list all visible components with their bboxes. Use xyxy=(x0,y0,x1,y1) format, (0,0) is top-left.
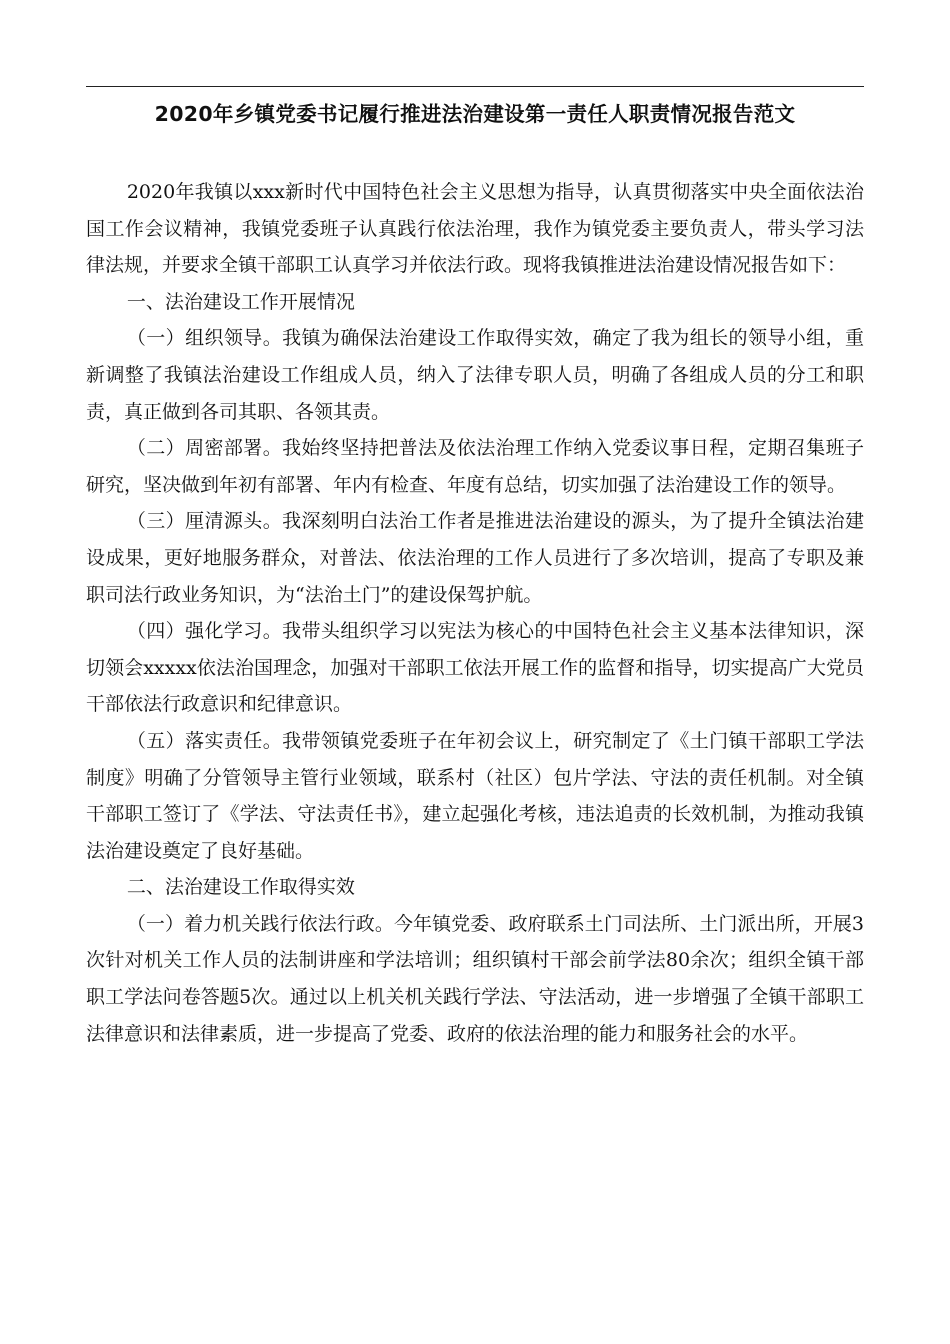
paragraph-intro: 2020年我镇以xxx新时代中国特色社会主义思想为指导，认真贯彻落实中央全面依法治国工作会议精神，我镇党委班子认真践行依法治理，我作为镇党委主要负责人，带头学习法律法规，并要求全镇干部职工认真学习并依法行政。现将我镇推进法治建设情况报告如下： xyxy=(86,181,864,277)
header-rule xyxy=(86,86,864,87)
document-title: 2020年乡镇党委书记履行推进法治建设第一责任人职责情况报告范文 xyxy=(154,102,796,126)
section-heading-2: 二、法治建设工作取得实效 xyxy=(126,876,355,899)
paragraph-responsibility: （五）落实责任。我带领镇党委班子在年初会议上，研究制定了《土门镇干部职工学法制度》明确了分管领导主管行业领域，联系村（社区）包片学法、守法的责任机制。对全镇干部职工签订了《学法、守法责任书》，建立起强化考核，违法追责的长效机制，为推动我镇法治建设奠定了良好基础。 xyxy=(86,729,864,862)
paragraph-deployment: （二）周密部署。我始终坚持把普法及依法治理工作纳入党委议事日程，定期召集班子研究，坚决做到年初有部署、年内有检查、年度有总结，切实加强了法治建设工作的领导。 xyxy=(86,437,864,496)
paragraph-practice: （一）着力机关践行依法行政。今年镇党委、政府联系土门司法所、土门派出所，开展3次针对机关工作人员的法制讲座和学法培训；组织镇村干部会前学法80余次；组织全镇干部职工学法问卷答题5次。通过以上机关机关践行学法、守法活动，进一步增强了全镇干部职工法律意识和法律素质，进一步提高了党委、政府的依法治理的能力和服务社会的水平。 xyxy=(86,912,864,1045)
section-heading-1: 一、法治建设工作开展情况 xyxy=(126,290,355,313)
paragraph-source: （三）厘清源头。我深刻明白法治工作者是推进法治建设的源头，为了提升全镇法治建设成果，更好地服务群众，对普法、依法治理的工作人员进行了多次培训，提高了专职及兼职司法行政业务知识，为“法治土门”的建设保驾护航。 xyxy=(86,510,864,606)
document-body xyxy=(86,174,864,1052)
paragraph-organization: （一）组织领导。我镇为确保法治建设工作取得实效，确定了我为组长的领导小组，重新调整了我镇法治建设工作组成人员，纳入了法律专职人员，明确了各组成人员的分工和职责，真正做到各司其职、各领其责。 xyxy=(86,327,864,423)
paragraph-study: （四）强化学习。我带头组织学习以宪法为核心的中国特色社会主义基本法律知识，深切领会xxxxx依法治国理念，加强对干部职工依法开展工作的监督和指导，切实提高广大党员干部依法行政意识和纪律意识。 xyxy=(86,620,864,716)
